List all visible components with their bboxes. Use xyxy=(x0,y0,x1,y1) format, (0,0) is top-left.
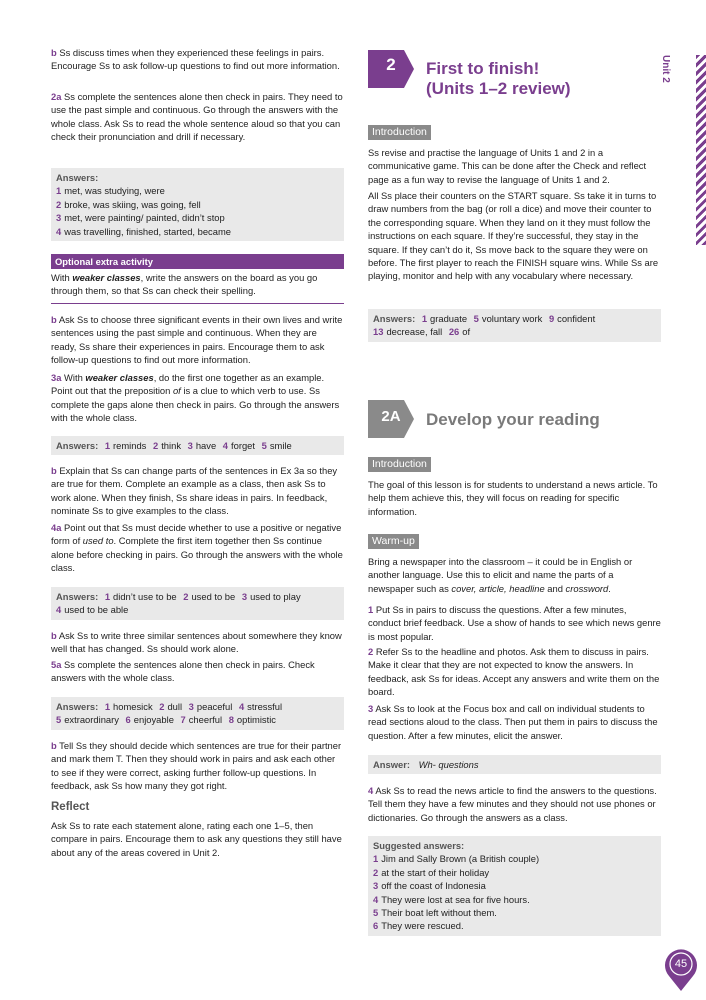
answers-box: Answers: 1 graduate 5 voluntary work 9 confident 13 decrease, fall 26 of xyxy=(368,309,661,342)
answer-line: 5 Their boat left without them. xyxy=(373,907,497,919)
paragraph: b Tell Ss they should decide which sentences are true for their partner and mark them T. Then they should work in pairs and ask each other to see if they were correct, asking further follow-up questions. In feedback, ask Ss how many they got right. xyxy=(51,740,342,792)
lesson-badge-number: 2A xyxy=(381,408,401,425)
section-tag: Warm-up xyxy=(368,534,419,549)
paragraph: b Ask Ss to write three similar sentences about somewhere they know well that has changed. Ss should work alone. xyxy=(51,630,342,655)
optional-activity-text: With weaker classes, write the answers on the board as you go through them, so that Ss can check their spelling. xyxy=(51,272,318,297)
paragraph: b Ask Ss to choose three significant events in their own lives and write sentences using the past simple and continuous. When they are ready, Ss share their experiences in pairs. Encourage them to ask follow-up questions to find out more information. xyxy=(51,314,343,366)
answers-box: Answers: 1 homesick 2 dull 3 peaceful 4 stressful 5 extraordinary 6 enjoyable 7 cheerful 8 optimistic xyxy=(51,697,344,730)
paragraph-text: Ss complete the sentences alone then check in pairs. They need to use the past simple and continuous. Go through the answers with the whole class. Ask Ss to read the whole sentence aloud so that you can check their pronunciation and drill if necessary. xyxy=(51,91,343,143)
answers-box: Answers: 1 reminds 2 think 3 have 4 forget 5 smile xyxy=(51,436,344,455)
paragraph: 1 Put Ss in pairs to discuss the questions. After a few minutes, conduct brief feedback. Use a show of hands to see which news genre is most popular. xyxy=(368,604,661,642)
paragraph: 4 Ask Ss to read the news article to find the answers to the questions. Tell them they have a few minutes and they should not use phones or dictionaries. Go through the answers as a class. xyxy=(368,785,657,823)
answer-line: 4 They were lost at sea for five hours. xyxy=(373,893,530,905)
answers-box: Answers: 1 didn’t use to be 2 used to be 3 used to play 4 used to be able xyxy=(51,587,344,620)
section-heading: First to finish! (Units 1–2 review) xyxy=(426,59,571,98)
reflect-heading: Reflect xyxy=(51,801,90,813)
section-tag: Introduction xyxy=(368,125,431,140)
optional-activity-bar: Optional extra activity xyxy=(51,254,344,269)
paragraph: Ss revise and practise the language of Units 1 and 2 in a communicative game. This can be done after the Check and reflect page as a fun way to revise the language of Units 1 and 2. xyxy=(368,147,647,185)
paragraph-text: Ss discuss times when they experienced these feelings in pairs. Encourage Ss to ask follow-up questions to find out more information. xyxy=(51,47,340,72)
section-heading: Develop your reading xyxy=(426,410,600,429)
answer-line: 3 off the coast of Indonesia xyxy=(373,880,486,892)
paragraph: All Ss place their counters on the START square. Ss take it in turns to draw numbers from the bag (or roll a dice) and move their counter to the corresponding square. When they land on it they must follow the instructions on each square. If they’re successful, they stay in the square. If they can’t do it, Ss move back to the square they were on before. The first player to reach the FINISH square wins. While Ss are playing, monitor and help with any vocabulary where necessary. xyxy=(368,190,659,282)
divider xyxy=(51,303,344,304)
answer-box: Answer: Wh- questions xyxy=(368,755,661,774)
paragraph: 3a With weaker classes, do the first one together as an example. Point out that the preposition of is a clue to which verb to use. Ss complete the gaps alone then check in pairs. Go through the answers with the whole class. xyxy=(51,372,340,424)
answer-line: 1 met, was studying, were xyxy=(56,185,165,197)
paragraph: Bring a newspaper into the classroom – it could be in English or another language. Use this to elicit and name the parts of a newspaper such as cover, article, headline and crossword. xyxy=(368,556,633,594)
suggested-answers-box: Suggested answers: 1 Jim and Sally Brown (a British couple) 2 at the start of their holiday 3 off the coast of Indonesia 4 They were lost at sea for five hours. 5 Their boat left without them. 6 They were rescued. xyxy=(368,836,661,936)
reflect-text: Ask Ss to rate each statement alone, rating each one 1–5, then compare in pairs. Encourage them to ask any questions they still have about any of the areas covered in Unit 2. xyxy=(51,820,342,858)
answers-title: Answers: xyxy=(56,172,99,183)
answer-line: 2 at the start of their holiday xyxy=(373,866,490,878)
paragraph: 3 Ask Ss to look at the Focus box and call on individual students to read sections aloud to the class. Then put them in pairs to discuss the question. After a few minutes, elicit the answer. xyxy=(368,703,658,741)
paragraph xyxy=(51,46,344,73)
paragraph: 5a Ss complete the sentences alone then check in pairs. Check answers with the whole class. xyxy=(51,659,315,684)
paragraph: The goal of this lesson is for students to understand a news article. To help them achieve this, they will focus on reading for specific information. xyxy=(368,479,658,517)
item-marker: 2a xyxy=(51,91,62,102)
section-tag: Introduction xyxy=(368,457,431,472)
answer-line: 6 They were rescued. xyxy=(373,920,464,932)
item-marker: b xyxy=(51,47,57,58)
paragraph: 4a Point out that Ss must decide whether to use a positive or negative form of used to. Complete the first item together then Ss continue alone before checking in pairs. Go through the answers with the whole class. xyxy=(51,522,343,574)
page-number: 45 xyxy=(674,958,688,970)
answer-line: 2 broke, was skiing, was going, fell xyxy=(56,198,201,210)
lesson-badge-number: 2 xyxy=(386,55,396,74)
paragraph xyxy=(51,90,344,144)
unit-stripes xyxy=(696,55,706,245)
paragraph: b Explain that Ss can change parts of the sentences in Ex 3a so they are true for them. Complete an example as a class, then ask Ss to work alone. When they finish, Ss share ideas in pairs. In feedback, nominate Ss to give examples to the class. xyxy=(51,465,338,517)
paragraph: 2 Refer Ss to the headline and photos. Ask them to discuss in pairs. Make it clear that they are not expected to know the answers. In feedback, ask Ss for ideas. Accept any answers and write them on the board. xyxy=(368,646,660,698)
unit-label: Unit 2 xyxy=(660,55,671,83)
answers-box xyxy=(51,168,344,241)
answer-line: 3 met, were painting/ painted, didn’t stop xyxy=(56,212,225,224)
answer-line: 4 was travelling, finished, started, became xyxy=(56,225,231,237)
answer-line: 1 Jim and Sally Brown (a British couple) xyxy=(373,853,540,865)
